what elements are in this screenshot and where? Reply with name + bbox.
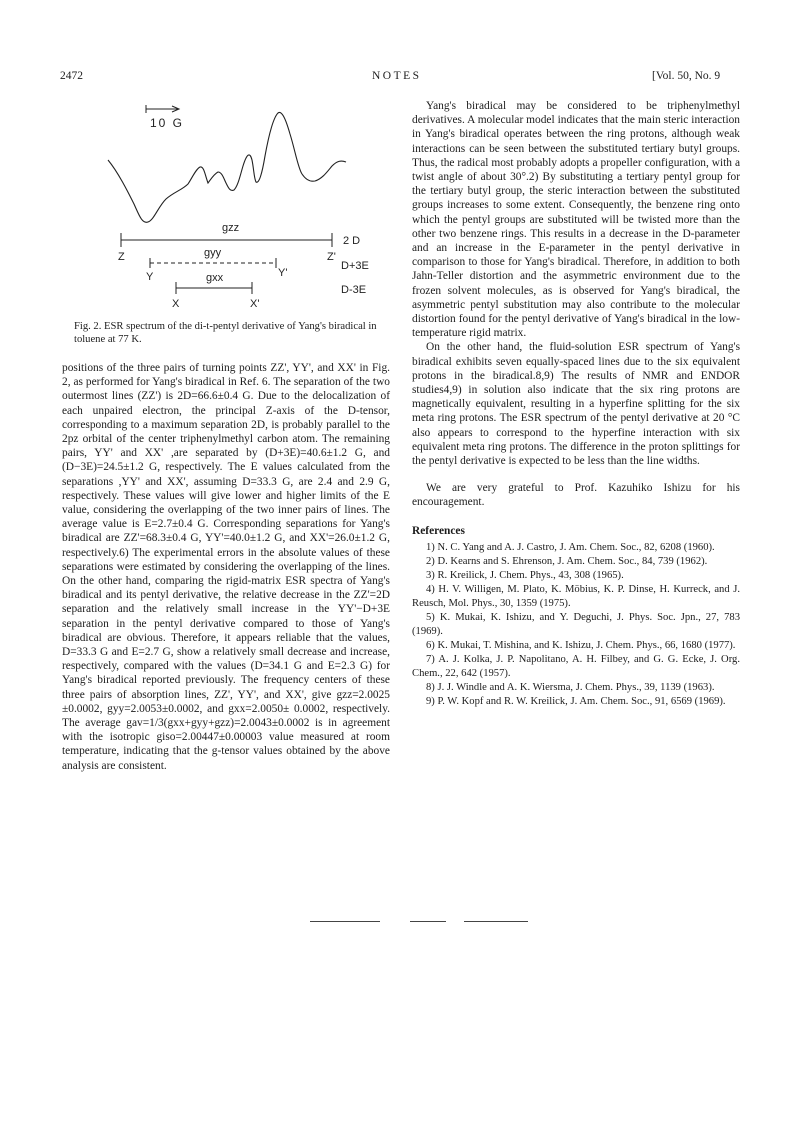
reference-item: 9) P. W. Kopf and R. W. Kreilick, J. Am. Chem. Soc., 91, 6569 (1969). [426,695,726,707]
spectrum-trace [108,112,346,222]
end-rule [464,921,528,922]
xprime-label: X' [250,298,260,310]
reference-item: 1) N. C. Yang and A. J. Castro, J. Am. Chem. Soc., 82, 6208 (1960). [426,541,715,553]
references-heading: References [412,524,465,537]
yprime-label: Y' [278,267,288,279]
scale-label: 10 G [150,116,185,130]
reference-item: 6) K. Mukai, T. Mishina, and K. Ishizu, J. Chem. Phys., 66, 1680 (1977). [426,639,736,651]
journal-section-title: NOTES [372,70,422,82]
right-column [412,99,740,709]
volume-label: [Vol. 50, No. 9 [652,70,721,82]
acknowledgement: We are very grateful to Prof. Kazuhiko Ishizu for his encouragement. [412,482,740,509]
reference-item: 2) D. Kearns and S. Ehrenson, J. Am. Chem. Soc., 84, 739 (1962). [426,555,708,567]
d-minus-3e-label: D-3E [341,284,367,296]
gzz-label: gzz [222,222,240,234]
body-paragraph: Yang's biradical may be considered to be triphenylmethyl derivatives. A molecular model indicates that the main steric interaction in Yang's biradical operates between the ring protons, although weak interactions can be seen between the substituted tertiary butyl groups. Thus, the radical most probably adopts a propeller configuration, with a twist angle of about 30°.2) By substituting a tertiary pentyl group for the tertiary butyl group, the steric interaction between the substituted groups increases to some extent. Consequently, the benzene ring onto which the pentyl groups are substituted will be twisted more than the other two benzene rings. This results in a decrease in the D-parameter and an increase in the E-parameter in the pentyl derivative in comparison to those for Yang's biradical. Therefore, in addition to both Jahn-Teller distortion and the asymmetric environment due to the frozen solvent molecules, as is observed for Yang's biradical, the asymmetric pentyl substitution may also contribute to the molecular distortion found for the pentyl derivative of Yang's biradical in the low-temperature rigid matrix. [412,100,740,340]
body-paragraph: On the other hand, the fluid-solution ESR spectrum of Yang's biradical exhibits seven equally-spaced lines due to the six equivalent protons in the biradical.8,9) The results of NMR and ENDOR studies4,9) in solution also indicate that the six ring protons are magnetically equivalent, resulting in a hyperfine splitting for the six meta ring protons. The ESR spectrum of the pentyl derivative at 20 °C also appears to correspond to the hyperfine interaction with six equivalent meta ring protons. The difference in the proton splittings for the pentyl derivative is expected to be less than the line widths. [412,341,740,468]
z-label: Z [118,251,125,263]
reference-item: 4) H. V. Willigen, M. Plato, K. Möbius, K. P. Dinse, H. Kurreck, and J. Reusch, Mol. Phys., 30, 1359 (1975). [412,583,740,609]
reference-item: 8) J. J. Windle and A. K. Wiersma, J. Chem. Phys., 39, 1139 (1963). [426,681,715,693]
esr-spectrum-svg [62,96,390,311]
end-rule [310,921,380,922]
reference-item: 5) K. Mukai, K. Ishizu, and Y. Deguchi, J. Phys. Soc. Jpn., 27, 783 (1969). [412,611,740,637]
esr-spectrum-figure [62,96,390,311]
page-number: 2472 [60,70,83,82]
gxx-label: gxx [206,272,224,284]
gyy-label: gyy [204,247,222,259]
two-d-label: 2 D [343,235,361,247]
x-label: X [172,298,180,310]
left-column [62,361,390,773]
figure-caption: Fig. 2. ESR spectrum of the di-t-pentyl derivative of Yang's biradical in toluene at 77 K. [74,321,377,345]
body-paragraph: positions of the three pairs of turning points ZZ', YY', and XX' in Fig. 2, as performed for Yang's biradical in Ref. 6. The separation of the two outermost lines (ZZ') is 2D=66.6±0.4 G. Due to the delocalization of each unpaired electron, the principal Z-axis of the D-tensor, corresponding to a maximum separation 2D, is probably parallel to the 2pz orbital of the center triphenylmethyl carbon atom. The remaining pairs, YY' and XX' ,are separated by (D+3E)=40.6±1.2 G, and (D−3E)=24.5±1.2 G, respectively. The E values calculated from the separations ,YY' and XX', assuming D=33.3 G, are 2.4 and 2.9 G, respectively. These values will give lower and higher limits of the E value, considering the overlapping of the two inner pairs of lines. The average value is E=2.7±0.4 G. Corresponding separations for Yang's biradical are ZZ'=68.3±0.4 G, YY'=40.0±1.2 G, and XX'=26.0±1.2 G, respectively.6) The experimental errors in the absolute values of these separations were estimated by considering the overlapping of the lines. On the other hand, comparing the rigid-matrix ESR spectra of Yang's biradical and its pentyl derivative, the relative decrease in the ZZ'=2D separation and the relatively small increase in the YY'−D+3E separation in the pentyl derivative compared to those of Yang's biradical are obvious. Therefore, it appears reliable that the values, D=33.3 G and E=2.7 G, show a relatively small decrease and increase, respectively, compared with the values (D=34.1 G and E=2.3 G) for Yang's biradical reported previously. The frequency centers of these three pairs of absorption lines, ZZ', YY', and XX', give gzz=2.0025 ±0.0002, gyy=2.0053±0.0002, and gxx=2.0050± 0.0002, respectively. The average gav=1/3(gxx+gyy+gzz)=2.0043±0.0002 is in agreement with the isotropic giso=2.00447±0.00003 value measured at room temperature, indicating that the g-tensor values obtained by the above analysis are consistent. [62,362,390,772]
reference-item: 3) R. Kreilick, J. Chem. Phys., 43, 308 (1965). [426,569,624,581]
d-plus-3e-label: D+3E [341,260,369,272]
zprime-label: Z' [327,251,336,263]
y-label: Y [146,271,154,283]
end-rule [410,921,446,922]
reference-item: 7) A. J. Kolka, J. P. Napolitano, A. H. Filbey, and G. G. Ecke, J. Org. Chem., 22, 642 (1957). [412,653,740,679]
